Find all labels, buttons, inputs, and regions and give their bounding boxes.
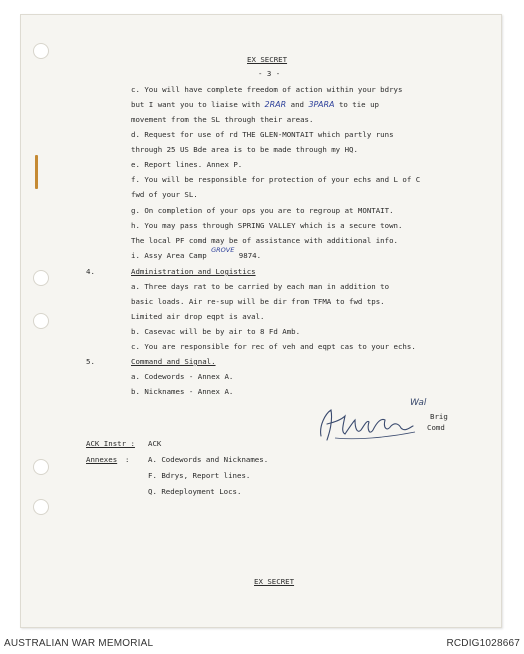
para-4c: c. You are responsible for rec of veh and eqpt cas to your echs. <box>131 342 416 351</box>
para-h-line1: h. You may pass through SPRING VALLEY which is a secure town. <box>131 221 403 230</box>
punch-hole <box>33 313 49 329</box>
para-d-line2: through 25 US Bde area is to be made through my HQ. <box>131 145 358 154</box>
section-4-number: 4. <box>86 267 95 276</box>
para-d-line1: d. Request for use of rd THE GLEN-MONTAIT which partly runs <box>131 130 394 139</box>
punch-hole <box>33 43 49 59</box>
annex-q: Q. Redeployment Locs. <box>148 487 242 496</box>
para-c-line2: but I want you to liaise with 2RAR and 3PARA to tie up <box>131 100 379 109</box>
punch-hole <box>33 270 49 286</box>
classification-footer: EX SECRET <box>254 577 295 586</box>
signature-role: Comd <box>427 423 445 432</box>
handwritten-camp-name: GROVE <box>211 246 235 254</box>
para-h-line2: The local PF comd may be of assistance with additional info. <box>131 236 398 245</box>
annexes-label: Annexes <box>86 455 118 464</box>
para-i: i. Assy Area Camp GROVE 9874. <box>131 246 262 260</box>
paper-fastener <box>35 155 38 189</box>
annex-a: A. Codewords and Nicknames. <box>148 455 269 464</box>
annex-f: F. Bdrys, Report lines. <box>148 471 251 480</box>
para-e: e. Report lines. Annex P. <box>131 160 243 169</box>
para-4a-line2: basic loads. Air re-sup will be dir from TFMA to fwd tps. <box>131 297 385 306</box>
handwritten-unit-2: 3PARA <box>308 100 335 109</box>
ack-instr-label: ACK Instr : <box>86 439 135 448</box>
para-f-line1: f. You will be responsible for protection of your echs and L of C <box>131 175 421 184</box>
annexes-colon: : <box>125 455 130 464</box>
archive-institution: AUSTRALIAN WAR MEMORIAL <box>4 638 154 649</box>
ack-instr-value: ACK <box>148 439 162 448</box>
handwritten-initial: Wal <box>410 398 427 408</box>
para-5b: b. Nicknames - Annex A. <box>131 387 234 396</box>
para-4b: b. Casevac will be by air to 8 Fd Amb. <box>131 327 301 336</box>
para-c-line1: c. You will have complete freedom of action within your bdrys <box>131 85 403 94</box>
handwritten-unit-1: 2RAR <box>264 100 287 109</box>
archive-reference: RCDIG1028667 <box>446 638 520 649</box>
section-4-heading: Administration and Logistics <box>131 267 256 276</box>
para-c-line3: movement from the SL through their areas. <box>131 115 314 124</box>
page-number: - 3 - <box>258 69 281 78</box>
classification-header: EX SECRET <box>247 55 288 64</box>
signature-rank: Brig <box>430 412 448 421</box>
section-5-number: 5. <box>86 357 95 366</box>
para-g: g. On completion of your ops you are to regroup at MONTAIT. <box>131 206 394 215</box>
para-5a: a. Codewords - Annex A. <box>131 372 234 381</box>
section-5-heading: Command and Signal. <box>131 357 216 366</box>
para-4a-line3: Limited air drop eqpt is aval. <box>131 312 265 321</box>
punch-hole <box>33 459 49 475</box>
punch-hole <box>33 499 49 515</box>
para-4a-line1: a. Three days rat to be carried by each man in addition to <box>131 282 390 291</box>
para-f-line2: fwd of your SL. <box>131 190 198 199</box>
